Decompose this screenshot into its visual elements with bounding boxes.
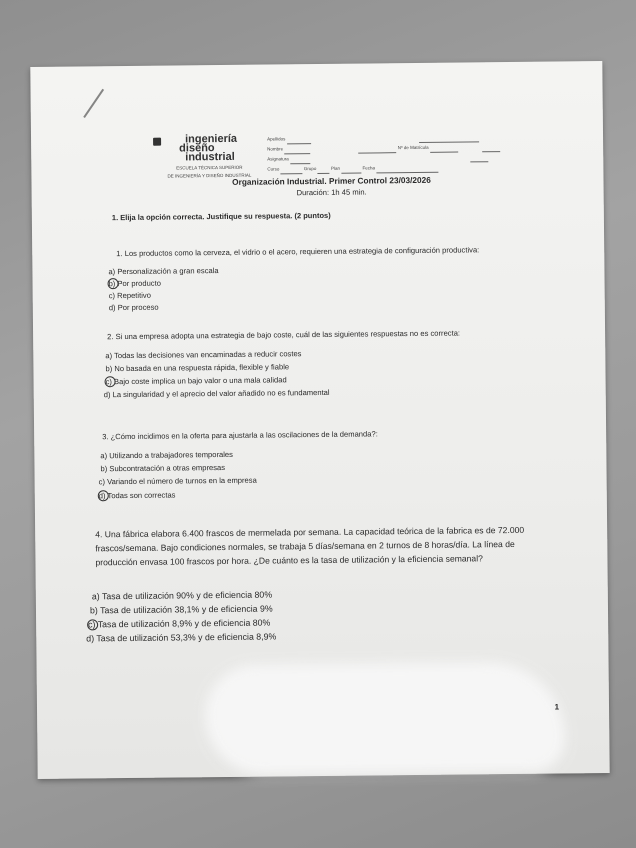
q1-option-a: a) Personalización a gran escala: [108, 266, 219, 277]
q1-option-d: d) Por proceso: [108, 302, 159, 313]
logo-line-2: diseño: [179, 142, 215, 155]
q1-option-b: b) Por producto: [108, 278, 161, 289]
redacted-area: [205, 661, 566, 775]
logo-line-3: industrial: [185, 150, 235, 164]
school-name-1: ESCUELA TÉCNICA SUPERIOR: [176, 164, 243, 171]
school-logo: [159, 132, 259, 179]
field-nombre-label: Nombre: [267, 146, 284, 152]
q3-option-b: b) Subcontratación a otras empresas: [100, 462, 226, 474]
pencil-mark: [83, 89, 104, 118]
page-number: 1: [554, 702, 560, 712]
section-heading: 1. Elija la opción correcta. Justifique su respuesta. (2 puntos): [111, 210, 331, 223]
q3-option-a: a) Utilizando a trabajadores temporales: [100, 449, 233, 461]
q2-option-c: c) Bajo coste implica un bajo valor o una mala calidad: [105, 375, 287, 387]
q2-option-b: b) No basada en una respuesta rápida, flexible y fiable: [105, 362, 290, 374]
question-1: 1. Los productos como la cerveza, el vidrio o el acero, requieren una estrategia de configuración productiva:: [116, 245, 480, 259]
logo-mark-icon: [153, 138, 161, 146]
q4-option-d: d) Tasa de utilización 53,3% y de eficiencia 8,9%: [86, 631, 277, 644]
field-plan-label: Plan: [330, 165, 341, 171]
student-info-fields: [267, 132, 500, 174]
field-asignatura-label: Asignatura: [267, 156, 289, 162]
field-apellidos-label: Apellidos: [267, 136, 286, 142]
q2-option-d: d) La singularidad y el aprecio del valor añadido no es fundamental: [103, 387, 330, 400]
q3-option-c: c) Variando el número de turnos en la empresa: [98, 475, 257, 487]
q3-option-d: d) Todas son correctas: [98, 490, 176, 501]
question-2: 2. Si una empresa adopta una estrategia de bajo coste, cuál de las siguientes respuestas no es correcta:: [107, 328, 461, 342]
field-grupo-label: Grupo: [303, 166, 317, 172]
school-name-2: DE INGENIERÍA Y DISEÑO INDUSTRIAL: [167, 172, 252, 179]
exam-title: Organización Industrial. Primer Control 23/03/2026: [232, 174, 431, 187]
field-curso-label: Curso: [267, 166, 280, 172]
q4-option-a: a) Tasa de utilización 90% y de eficiencia 80%: [91, 589, 273, 602]
field-fecha-label: Fecha: [362, 165, 376, 171]
q4-option-c: c) Tasa de utilización 8,9% y de eficiencia 80%: [88, 617, 271, 630]
field-matricula-label: Nº de Matrícula: [397, 144, 429, 151]
q1-option-c: c) Repetitivo: [108, 290, 151, 301]
exam-duration: Duración: 1h 45 min.: [296, 187, 367, 198]
logo-line-1: ingeniería: [184, 132, 238, 146]
q4-option-b: b) Tasa de utilización 38,1% y de eficiencia 9%: [89, 603, 273, 616]
q2-option-a: a) Todas las decisiones van encaminadas a reducir costes: [105, 349, 302, 361]
question-3: 3. ¿Cómo incidimos en la oferta para ajustarla a las oscilaciones de la demanda?:: [102, 429, 378, 442]
exam-sheet: [30, 61, 609, 779]
question-4: 4. Una fábrica elabora 6.400 frascos de mermelada por semana. La capacidad teórica de la fabrica es de 72.000 frascos/semana. Bajo condiciones normales, se trabaja 5 días/semana en 2 turnos de 8 horas/día. La línea de producción envasa 100 frascos por hora. ¿De cuánto es la tasa de utilización y la eficiencia semanal?: [95, 524, 525, 568]
